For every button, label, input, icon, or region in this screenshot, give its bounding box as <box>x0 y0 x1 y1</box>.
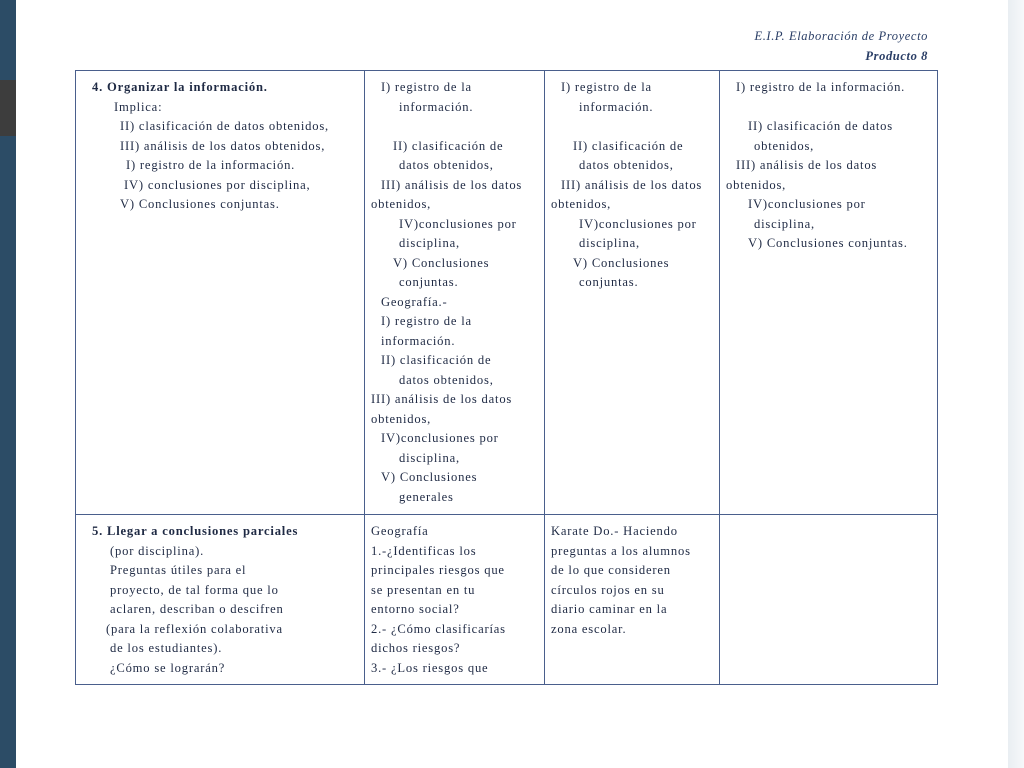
cell-line: I) registro de la información. <box>736 80 906 94</box>
cell-line: III) análisis de los datos <box>736 158 878 172</box>
cell-heading: 4. Organizar la información. <box>92 80 268 94</box>
cell-line: II) clasificación de datos <box>748 119 893 133</box>
cell-line: aclaren, describan o descifren <box>110 602 284 616</box>
cell-line: IV)conclusiones por <box>748 197 866 211</box>
cell-line: 2.- ¿Cómo clasificarías <box>371 621 506 636</box>
cell-line: V) Conclusiones <box>573 255 670 270</box>
cell-line: información. <box>399 99 474 114</box>
cell-line: Preguntas útiles para el <box>110 563 247 577</box>
cell-organize-col2 <box>365 71 545 515</box>
cell-blank-line <box>371 117 540 137</box>
cell-conclusions <box>76 515 365 685</box>
cell-line: diario caminar en la <box>551 602 668 616</box>
cell-line: IV) conclusiones por disciplina, <box>124 177 311 192</box>
cell-line: IV)conclusiones por <box>579 216 697 231</box>
cell-line: principales riesgos que <box>371 563 505 577</box>
cell-line: se presentan en tu <box>371 582 476 597</box>
cell-line: III) análisis de los datos <box>371 392 513 406</box>
cell-line: I) registro de la <box>561 80 652 94</box>
cell-line: V) Conclusiones <box>393 255 490 270</box>
cell-line: círculos rojos en su <box>551 582 665 597</box>
cell-blank-line <box>726 98 933 118</box>
cell-line: de lo que consideren <box>551 563 671 577</box>
cell-line: Geografía.- <box>381 294 448 309</box>
cell-conclusions-col2 <box>365 515 545 685</box>
cell-line: conjuntas. <box>399 275 459 289</box>
cell-line: datos obtenidos, <box>579 158 674 172</box>
cell-line: disciplina, <box>399 236 460 250</box>
cell-line: disciplina, <box>754 216 815 231</box>
cell-line: información. <box>381 333 456 348</box>
cell-line: I) registro de la información. <box>126 158 296 172</box>
cell-line: III) análisis de los datos obtenidos, <box>120 138 326 153</box>
cell-organize-info <box>76 71 365 515</box>
cell-line: 3.- ¿Los riesgos que <box>371 660 489 675</box>
cell-line: información. <box>579 99 654 114</box>
cell-line: II) clasificación de <box>381 353 492 367</box>
cell-line: disciplina, <box>579 236 640 250</box>
cell-line: entorno social? <box>371 602 460 616</box>
cell-line: II) clasificación de <box>393 138 504 153</box>
cell-line: V) Conclusiones conjuntas. <box>748 236 908 250</box>
cell-line: ¿Cómo se lograrán? <box>110 660 226 675</box>
cell-line: (por disciplina). <box>110 543 205 558</box>
cell-line: III) análisis de los datos <box>561 177 703 192</box>
cell-line: datos obtenidos, <box>399 158 494 172</box>
cell-line: Karate Do.- Haciendo <box>551 524 678 538</box>
cell-line: obtenidos, <box>371 197 432 211</box>
cell-line: I) registro de la <box>381 80 472 94</box>
cell-line: IV)conclusiones por <box>381 431 499 445</box>
page-header <box>754 26 928 66</box>
cell-line: V) Conclusiones conjuntas. <box>120 197 280 211</box>
cell-line: obtenidos, <box>551 197 612 211</box>
cell-conclusions-col4 <box>720 515 938 685</box>
cell-line: (para la reflexión colaborativa <box>106 621 283 636</box>
cell-line: I) registro de la <box>381 314 472 328</box>
cell-line: IV)conclusiones por <box>399 216 517 231</box>
cell-line: conjuntas. <box>579 275 639 289</box>
cell-line: dichos riesgos? <box>371 641 461 655</box>
right-decorative-bar <box>1008 0 1024 768</box>
cell-line: III) análisis de los datos <box>381 177 523 192</box>
project-table <box>75 70 938 685</box>
cell-line: Implica: <box>114 99 163 114</box>
header-title: E.I.P. Elaboración de Proyecto <box>754 29 928 43</box>
cell-line: V) Conclusiones <box>381 470 478 484</box>
table-row <box>76 515 938 685</box>
cell-line: datos obtenidos, <box>399 372 494 387</box>
cell-line: Geografía <box>371 524 429 538</box>
cell-blank-line <box>551 117 715 137</box>
cell-line: zona escolar. <box>551 621 627 636</box>
header-product: Producto 8 <box>865 49 928 63</box>
left-decorative-bar <box>0 0 16 768</box>
cell-line: preguntas a los alumnos <box>551 543 691 558</box>
cell-line: II) clasificación de datos obtenidos, <box>120 119 329 133</box>
cell-line: obtenidos, <box>371 411 432 426</box>
cell-line: disciplina, <box>399 450 460 465</box>
left-bar-accent <box>0 80 16 136</box>
table-row <box>76 71 938 515</box>
cell-line: II) clasificación de <box>573 138 684 153</box>
cell-heading: 5. Llegar a conclusiones parciales <box>92 524 299 538</box>
cell-line: generales <box>399 489 454 504</box>
cell-line: proyecto, de tal forma que lo <box>110 582 279 597</box>
cell-line: obtenidos, <box>726 177 787 192</box>
cell-organize-col4 <box>720 71 938 515</box>
cell-line: de los estudiantes). <box>110 641 223 655</box>
cell-line: obtenidos, <box>754 138 815 153</box>
cell-conclusions-col3 <box>545 515 720 685</box>
cell-organize-col3 <box>545 71 720 515</box>
cell-line: 1.-¿Identificas los <box>371 543 477 558</box>
